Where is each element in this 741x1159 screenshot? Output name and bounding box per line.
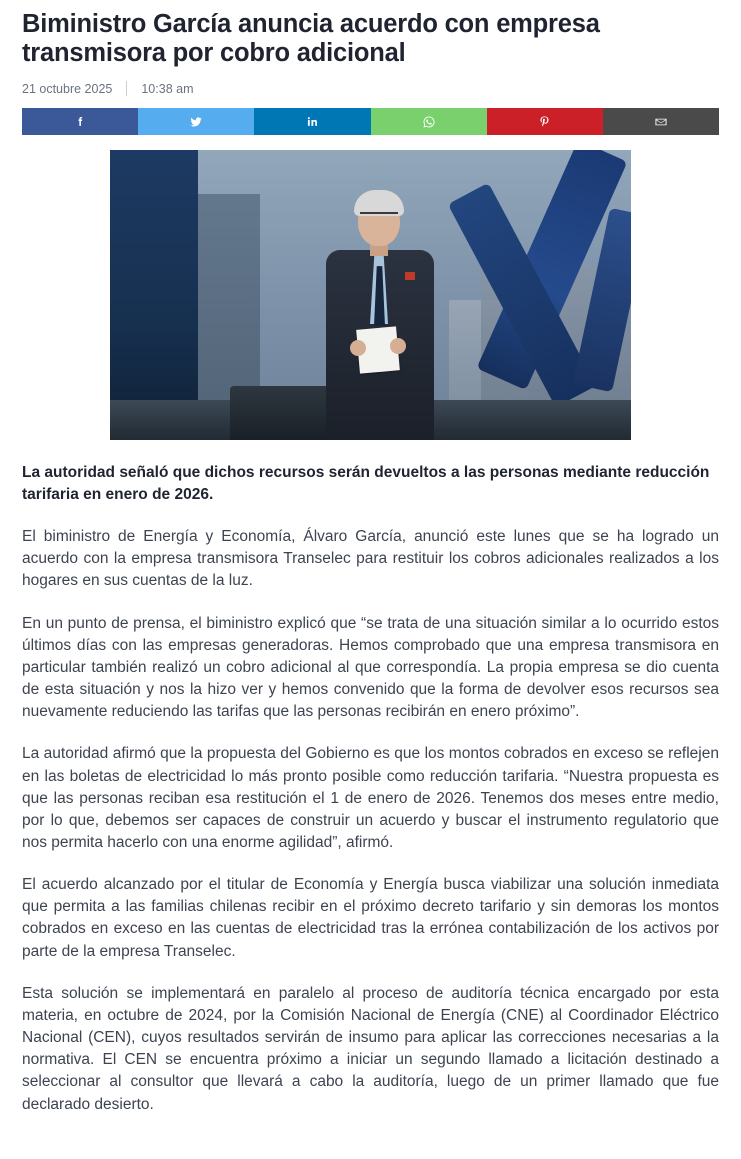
image-person-hand-right <box>390 338 406 354</box>
article-paragraph: En un punto de prensa, el biministro explicó que “se trata de una situación similar a lo ocurrido estos últimos días con las empresas generadoras. Hemos comprobado que una empresa transmisora en particular también realizó un cobro adicional al que correspondía. La propia empresa se dio cuenta de esta situación y nos la hizo ver y hemos convenido que la forma de devolver esos recursos sea nuevamente reduciendo las tarifas que las personas recibirán en enero próximo”. <box>22 614 719 721</box>
share-bar <box>22 108 719 135</box>
publish-date: 21 octubre 2025 <box>22 81 113 96</box>
whatsapp-icon <box>422 115 436 129</box>
publish-time: 10:38 am <box>141 81 194 96</box>
page-title: Biministro García anuncia acuerdo con empresa transmisora por cobro adicional <box>22 10 600 67</box>
article-page <box>0 10 741 1130</box>
image-blue-panel <box>110 150 198 440</box>
image-person-lapel-pin <box>405 272 415 280</box>
share-facebook-button[interactable] <box>22 108 138 135</box>
article-paragraph: Esta solución se implementará en paralelo al proceso de auditoría técnica encargado por esta materia, en octubre de 2024, por la Comisión Nacional de Energía (CNE) al Coordinador Eléctrico Nacional (CEN), cuyos resultados servirán de insumo para aplicar las correcciones necesarias a la normativa. El CEN se encuentra próximo a iniciar un segundo llamado a licitación destinado a seleccionar al consultor que llevará a cabo la auditoría, luego de un primer llamado que fue declarado desierto. <box>22 984 719 1113</box>
share-pinterest-button[interactable] <box>487 108 603 135</box>
meta-divider <box>126 81 127 96</box>
linkedin-icon <box>306 115 319 128</box>
image-person-hand-left <box>350 340 366 356</box>
article-paragraph: El biministro de Energía y Economía, Álvaro García, anunció este lunes que se ha logrado un acuerdo con la empresa transmisora Transelec para restituir los cobros adicionales realizados a los hogares en sus cuentas de la luz. <box>22 528 719 590</box>
image-person-glasses <box>360 212 398 222</box>
article-meta <box>22 81 719 96</box>
twitter-icon <box>189 115 203 129</box>
article-figure <box>22 150 719 440</box>
image-person <box>306 180 456 440</box>
share-twitter-button[interactable] <box>138 108 254 135</box>
envelope-icon <box>654 115 668 129</box>
article-paragraph: El acuerdo alcanzado por el titular de Economía y Energía busca viabilizar una solución inmediata que permita a las familias chilenas recibir en el próximo decreto tarifario y sin demoras los montos cobrados en exceso en las cuentas de electricidad tras la errónea contabilización de los activos por parte de la empresa Transelec. <box>22 876 719 960</box>
share-whatsapp-button[interactable] <box>371 108 487 135</box>
share-email-button[interactable] <box>603 108 719 135</box>
article-paragraph: La autoridad afirmó que la propuesta del Gobierno es que los montos cobrados en exceso se reflejen en las boletas de electricidad lo más pronto posible como reducción tarifaria. “Nuestra propuesta es que las personas reciban esa restitución el 1 de enero de 2026. Tenemos dos meses entre medio, por lo que, debemos ser capaces de construir un acuerdo y buscar el instrumento regulatorio que nos permita hacerlo con una enorme agilidad”, afirmó. <box>22 745 719 851</box>
pinterest-icon <box>538 115 551 128</box>
article-lead: La autoridad señaló que dichos recursos serán devueltos a las personas mediante reducción tarifaria en enero de 2026. <box>22 464 710 504</box>
facebook-icon <box>74 115 87 128</box>
article-image <box>110 150 631 440</box>
share-linkedin-button[interactable] <box>254 108 370 135</box>
